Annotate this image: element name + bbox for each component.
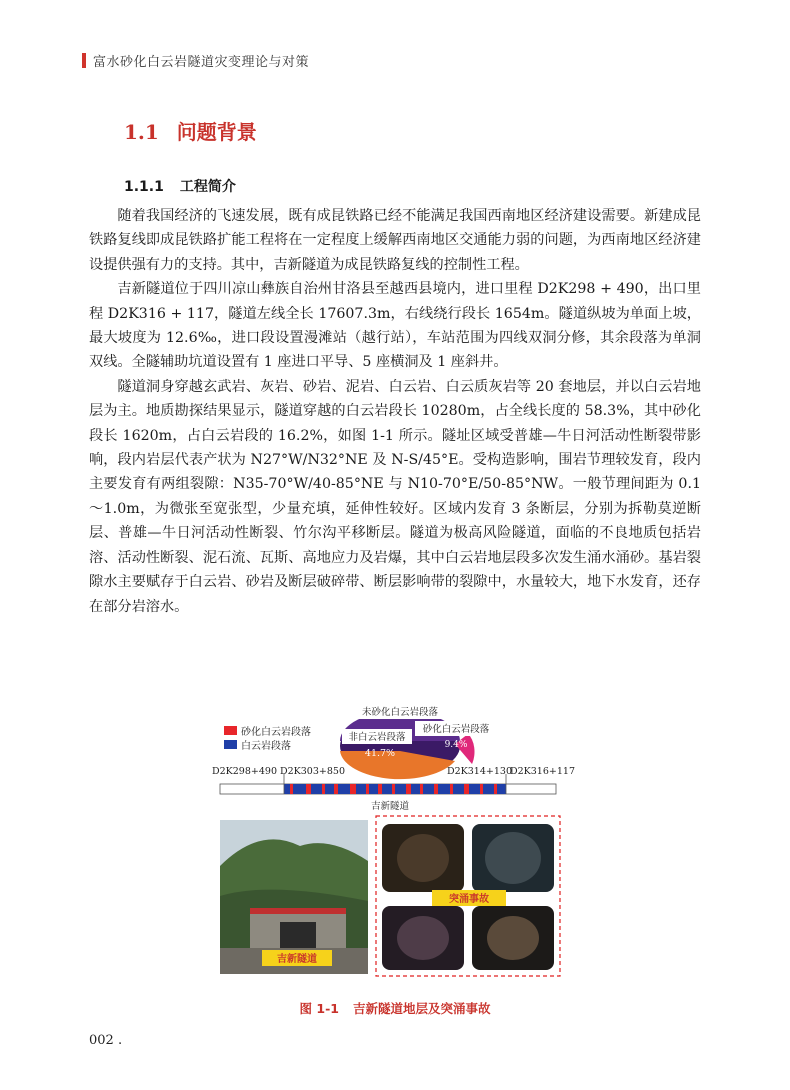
figure-caption [0,999,790,1017]
pie-label-non-sand: 未砂化白云岩段落 [361,707,439,718]
mileage-label: D2K314+130 [447,766,512,777]
portal-photo [220,820,368,974]
section-title: 问题背景 [176,120,257,144]
mileage-label: D2K303+850 [280,766,345,777]
figure-1-1 [210,686,575,986]
running-head-bar [82,53,86,68]
running-head-text: 富水砂化白云岩隧道灾变理论与对策 [93,54,310,70]
pie-label-non-dolomite: 非白云岩段落 [348,732,406,743]
subsection-title: 工程简介 [179,179,236,195]
pie-label-sand: 砂化白云岩段落 [422,724,490,735]
subsection-heading [124,176,236,196]
paragraph: 隧道洞身穿越玄武岩、灰岩、砂岩、泥岩、白云岩、白云质灰岩等 20 套地层，并以白云岩地层为主。地质勘探结果显示，隧道穿越的白云岩段长 10280m，占全线长度的 58.3%，其中砂化段长 1620m，占白云岩段的 16.2%，如图 1-1 所示。隧址区域受普雄—牛日河活动性断裂带影响，段内岩层代表产状为 N27°W/N32°NE 及 N-S/45°E。受构造影响，围岩节理较发育，段内主要发育有两组裂隙：N35-70°W/40-85°NE 与 N10-70°E/50-85°NW。一般节理间距为 0.1～1.0m，为微张至宽张型，少量充填，延伸性较好。区域内发育 3 条断层，分别为拆勒莫逆断层、普雄—牛日河活动性断裂、竹尔沟平移断层。隧道为极高风险隧道，面临的不良地质包括岩溶、活动性断裂、泥石流、瓦斯、高地应力及岩爆，其中白云岩地层段多次发生涌水涌砂。基岩裂隙水主要赋存于白云岩、砂岩及断层破碎带、断层影响带的裂隙中，水量较大，地下水发育，还存在部分岩溶水。 [89,378,701,615]
caption-title: 吉新隧道地层及突涌事故 [352,1001,491,1016]
pie-value-non-dolomite: 41.7% [364,748,396,759]
paragraph: 随着我国经济的飞速发展，既有成昆铁路已经不能满足我国西南地区经济建设需要。新建成昆铁路复线即成昆铁路扩能工程将在一定程度上缓解西南地区交通能力弱的问题，为西南地区经济建设提供强有力的支持。其中，吉新隧道为成昆铁路复线的控制性工程。 [89,208,701,273]
section-heading [124,116,257,145]
paragraph: 吉新隧道位于四川凉山彝族自治州甘洛县至越西县境内，进口里程 D2K298 + 490，出口里程 D2K316 + 117，隧道左线全长 17607.3m，右线绕行段长 1654m。隧道纵坡为单面上坡，最大坡度为 12.6‰，进口段设置漫滩站（越行站），车站范围为四线双洞分修，其余段落为单洞双线。全隧辅助坑道设置有 1 座进口平导、5 座横洞及 1 座斜井。 [89,281,701,371]
legend-swatch-dolomite [224,740,237,749]
portal-photo-label: 吉新隧道 [277,954,317,965]
running-head [82,52,309,68]
legend-label-dolomite: 白云岩段落 [241,741,291,752]
body-text [89,204,701,619]
pie-value-non-sand: 48.9% [386,693,418,704]
mileage-label: D2K298+490 [212,766,277,777]
figure-svg [210,686,575,986]
page-number: 002 . [89,1033,123,1048]
tunnel-label: 吉新隧道 [370,801,410,812]
legend-swatch-sand [224,726,237,735]
mileage-label: D2K316+117 [510,766,575,777]
section-number: 1.1 [124,120,159,144]
subsection-number: 1.1.1 [124,179,164,195]
legend-label-sand: 砂化白云岩段落 [241,727,311,738]
pie-value-sand: 9.4% [444,740,468,750]
caption-number: 图 1-1 [299,1001,339,1016]
accident-label: 突涌事故 [449,894,489,905]
accident-photos [376,816,560,976]
